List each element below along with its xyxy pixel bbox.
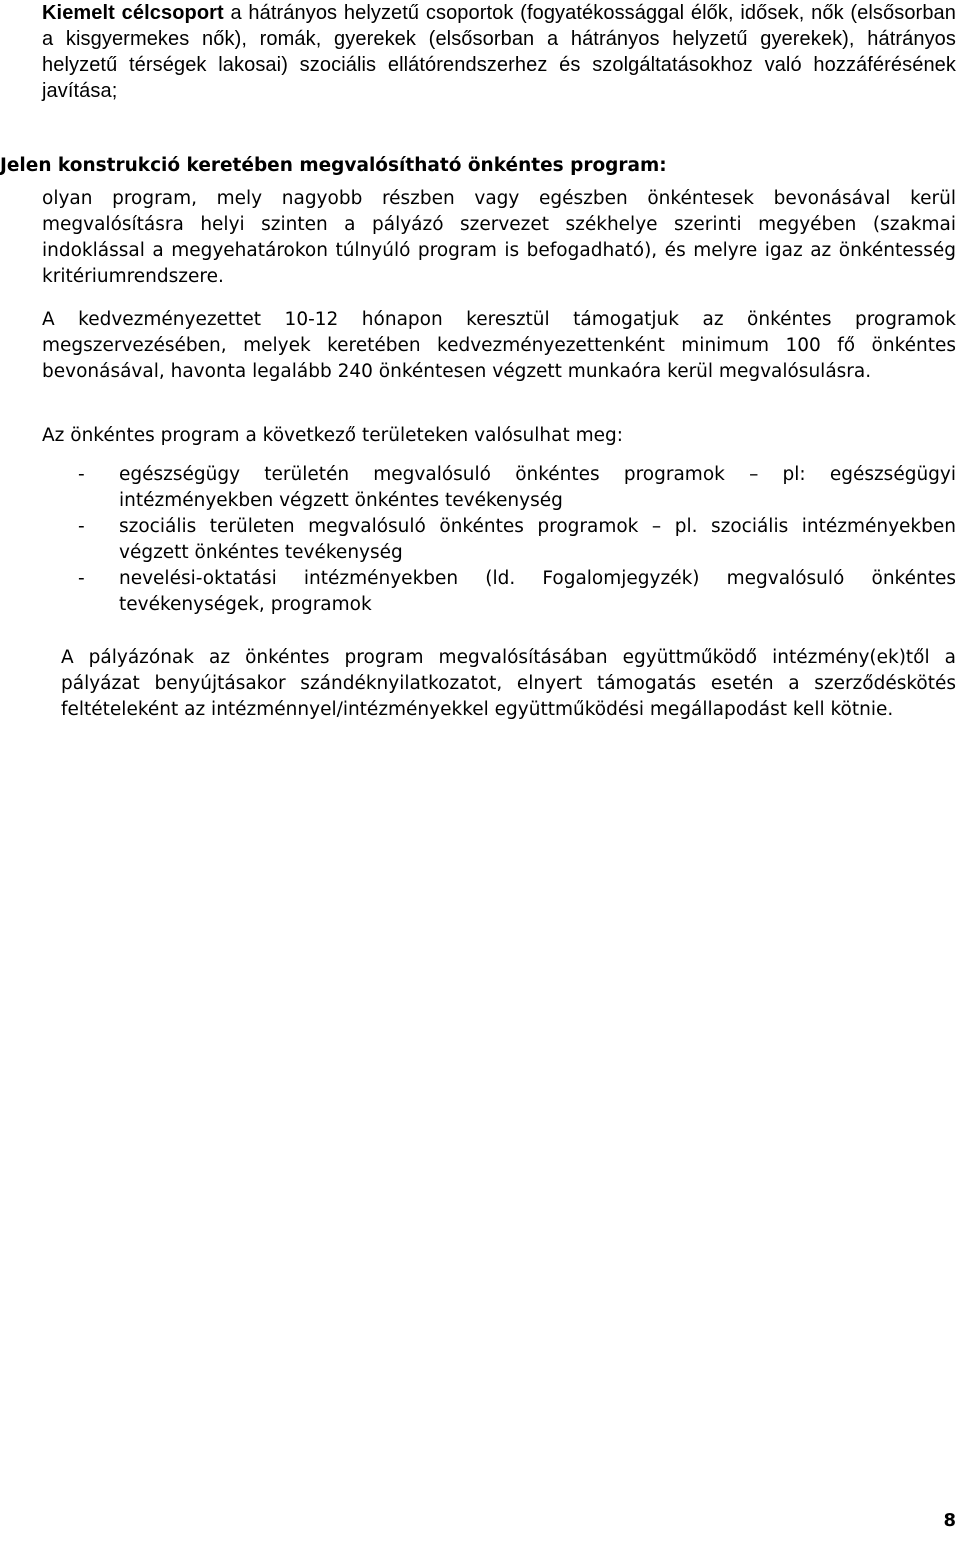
page-number: 8 [943, 1510, 956, 1531]
list-dash: - [78, 464, 85, 485]
list-item [78, 462, 956, 514]
list-dash: - [78, 516, 85, 537]
target-group-label: Kiemelt célcsoport [42, 2, 224, 24]
target-group-paragraph [42, 0, 956, 104]
program-definition-paragraph: olyan program, mely nagyobb részben vagy egészben önkéntesek bevonásával kerül megvalósításra helyi szinten a pályázó szervezet székhelye szerinti megyében (szakmai indoklással a megyehatárokon túlnyúló program is befogadható), és melyre igaz az önkéntesség kritériumrendszere. [42, 188, 956, 287]
areas-intro-paragraph: Az önkéntes program a következő területeken valósulhat meg: [42, 425, 623, 446]
list-item [78, 566, 956, 618]
list-dash: - [78, 568, 85, 589]
section-heading: Jelen konstrukció keretében megvalósítható önkéntes program: [0, 155, 667, 176]
list-item [78, 514, 956, 566]
list-item-text: nevelési-oktatási intézményekben (ld. Fogalomjegyzék) megvalósuló önkéntes tevékenységek, programok [119, 568, 956, 615]
list-item-text: szociális területen megvalósuló önkéntes programok – pl. szociális intézményekben végzett önkéntes tevékenység [119, 516, 956, 563]
cooperation-paragraph: A pályázónak az önkéntes program megvalósításában együttműködő intézmény(ek)től a pályázat benyújtásakor szándéknyilatkozatot, elnyert támogatás esetén a szerződéskötés feltételeként az intézménnyel/intézményekkel együttműködési megállapodást kell kötnie. [61, 647, 956, 720]
support-paragraph: A kedvezményezettet 10-12 hónapon keresztül támogatjuk az önkéntes programok megszervezésében, melyek keretében kedvezményezettenként minimum 100 fő önkéntes bevonásával, havonta legalább 240 önkéntesen végzett munkaóra kerül megvalósulásra. [42, 309, 956, 382]
target-group-text: a hátrányos helyzetű csoportok (fogyatékossággal élők, idősek, nők (elsősorban a kisgyermekes nők), romák, gyerekek (elsősorban a hátrányos helyzetű gyerekek), hátrányos helyzetű térségek lakosai) szociális ellátórendszerhez és szolgáltatásokhoz való hozzáférésének javítása; [42, 2, 956, 102]
list-item-text: egészségügy területén megvalósuló önkéntes programok – pl: egészségügyi intézményekben végzett önkéntes tevékenység [119, 464, 956, 511]
